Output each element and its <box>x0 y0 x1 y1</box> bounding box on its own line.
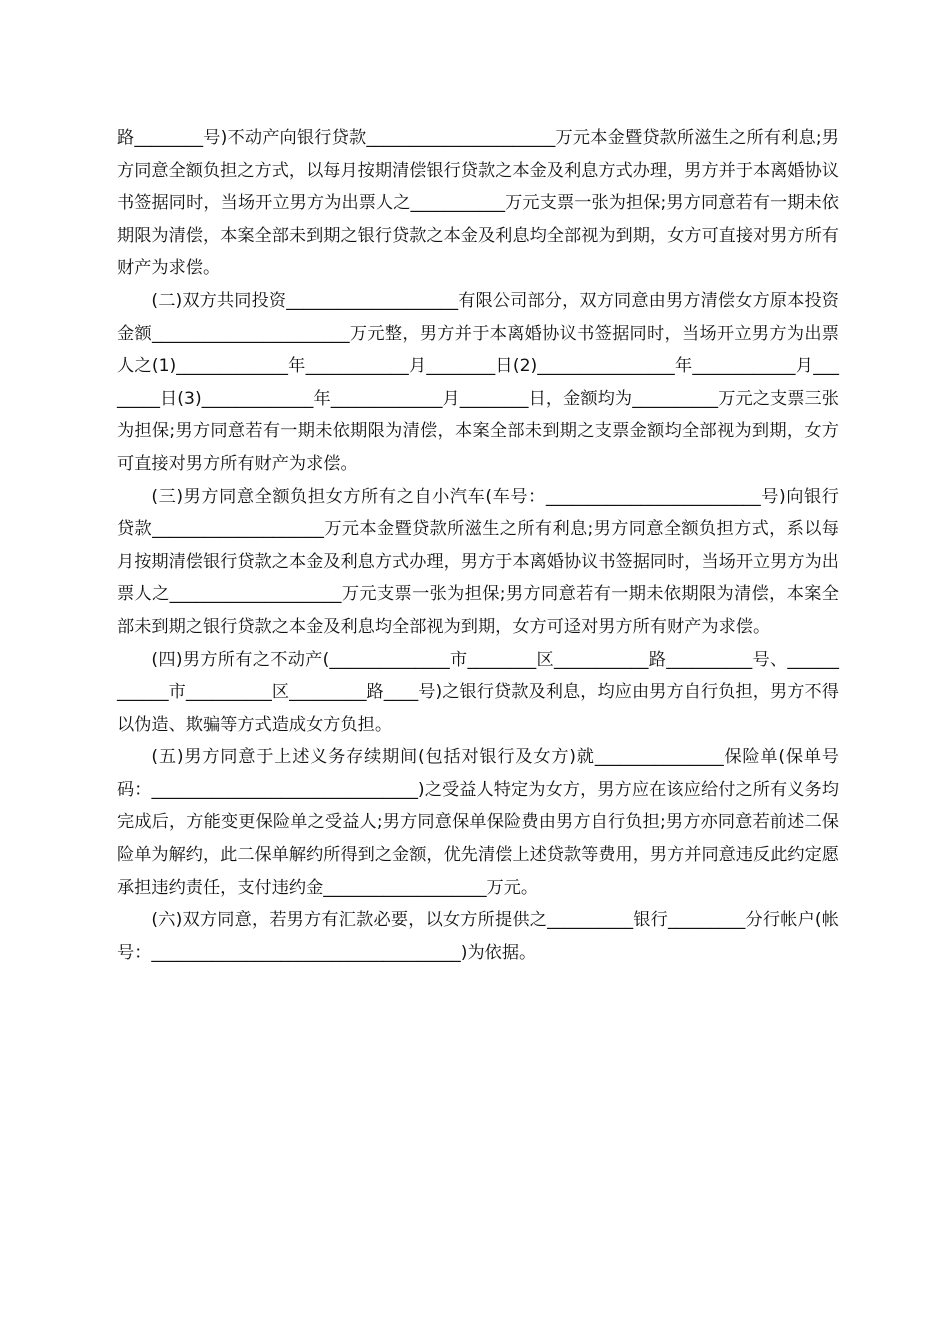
paragraph-clause-3: (三)男方同意全额负担女方所有之自小汽车(车号：_________________________号)向银行贷款____________________万元本金暨贷款所滋生之所有利息;男方同意全额负担方式，系以每月按期清偿银行贷款之本金及利息方式办理，男方于本离婚协议书签据同时，当场开立男方为出票人之____________________万元支票一张为担保;男方同意若有一期未依期限为清偿，本案全部未到期之银行贷款之本金及利息均全部视为到期，女方可迳对男方所有财产为求偿。 <box>117 486 839 637</box>
paragraph-clause-2: (二)双方共同投资____________________有限公司部分，双方同意由男方清偿女方原本投资金额_______________________万元整，男方并于本离婚协议书签据同时，当场开立男方为出票人之(1)_____________年____________月________日(2)________________年____________月________日(3)_____________年_____________月________日，金额均为__________万元之支票三张为担保;男方同意若有一期未依期限为清偿，本案全部未到期之支票金额均全部视为到期，女方可直接对男方所有财产为求偿。 <box>117 290 839 474</box>
paragraph-clause-4: (四)男方所有之不动产(______________市________区___________路__________号、____________市__________区_________路____号)之银行贷款及利息，均应由男方自行负担，男方不得以伪造、欺骗等方式造成女方负担。 <box>117 649 839 735</box>
paragraph-continued-clause: 路________号)不动产向银行贷款______________________万元本金暨贷款所滋生之所有利息;男方同意全额负担之方式，以每月按期清偿银行贷款之本金及利息方式办理，男方并于本离婚协议书签据同时，当场开立男方为出票人之___________万元支票一张为担保;男方同意若有一期未依期限为清偿，本案全部未到期之银行贷款之本金及利息均全部视为到期，女方可直接对男方所有财产为求偿。 <box>117 128 839 279</box>
paragraph-clause-6: (六)双方同意，若男方有汇款必要，以女方所提供之__________银行_________分行帐户(帐号：____________________________________)为依据。 <box>117 910 839 963</box>
document-body <box>117 122 839 969</box>
paragraph-clause-5: (五)男方同意于上述义务存续期间(包括对银行及女方)就_______________保险单(保单号码：_______________________________)之受益人特定为女方，男方应在该应给付之所有义务均完成后，方能变更保险单之受益人;男方同意保单保险费由男方自行负担;男方亦同意若前述二保险单为解约，此二保单解约所得到之金额，优先清偿上述贷款等费用，男方并同意违反此约定愿承担违约责任，支付违约金___________________万元。 <box>117 747 839 898</box>
